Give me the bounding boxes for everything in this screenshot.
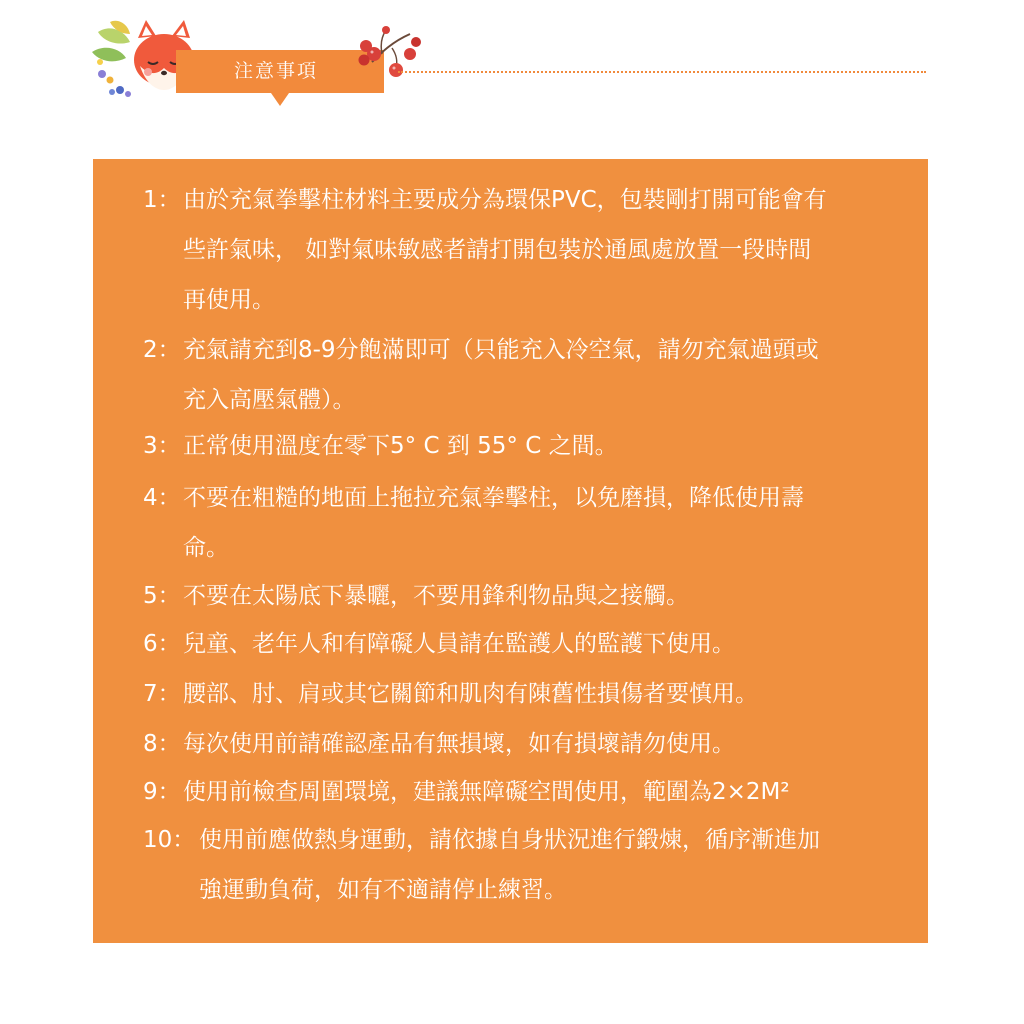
note-number: 10： — [143, 827, 196, 853]
note-text: 兒童、老年人和有障礙人員請在監護人的監護下使用。 — [183, 631, 735, 657]
note-text: 由於充氣拳擊柱材料主要成分為環保PVC，包裝剛打開可能會有些許氣味， 如對氣味敏感者請打開包裝於通風處放置一段時間再使用。 — [183, 187, 827, 313]
note-number: 9： — [143, 779, 181, 805]
dotted-divider — [398, 71, 926, 73]
note-text: 使用前應做熱身運動，請依據自身狀況進行鍛煉，循序漸進加強運動負荷，如有不適請停止練習。 — [199, 827, 820, 903]
notes-panel — [93, 159, 928, 943]
section-header — [0, 0, 1024, 120]
banner-pointer — [271, 93, 289, 106]
note-text: 充氣請充到8-9分飽滿即可（只能充入冷空氣，請勿充氣過頭或充入高壓氣體）。 — [183, 337, 819, 413]
note-number: 8： — [143, 731, 181, 757]
note-number: 7： — [143, 681, 181, 707]
note-number: 1： — [143, 187, 181, 213]
section-title: 注意事項 — [234, 60, 319, 82]
note-text: 腰部、肘、肩或其它關節和肌肉有陳舊性損傷者要慎用。 — [183, 681, 758, 707]
note-number: 2： — [143, 337, 181, 363]
berries-icon — [352, 24, 426, 82]
note-number: 5： — [143, 583, 181, 609]
note-text: 不要在太陽底下暴曬，不要用鋒利物品與之接觸。 — [183, 583, 689, 609]
note-number: 4： — [143, 485, 181, 511]
note-text: 使用前檢查周圍環境，建議無障礙空間使用，範圍為2×2M² — [183, 779, 790, 805]
note-number: 6： — [143, 631, 181, 657]
note-text: 正常使用溫度在零下5° C 到 55° C 之間。 — [183, 433, 618, 459]
note-text: 不要在粗糙的地面上拖拉充氣拳擊柱，以免磨損，降低使用壽命。 — [183, 485, 804, 561]
note-number: 3： — [143, 433, 181, 459]
note-text: 每次使用前請確認產品有無損壞，如有損壞請勿使用。 — [183, 731, 735, 757]
